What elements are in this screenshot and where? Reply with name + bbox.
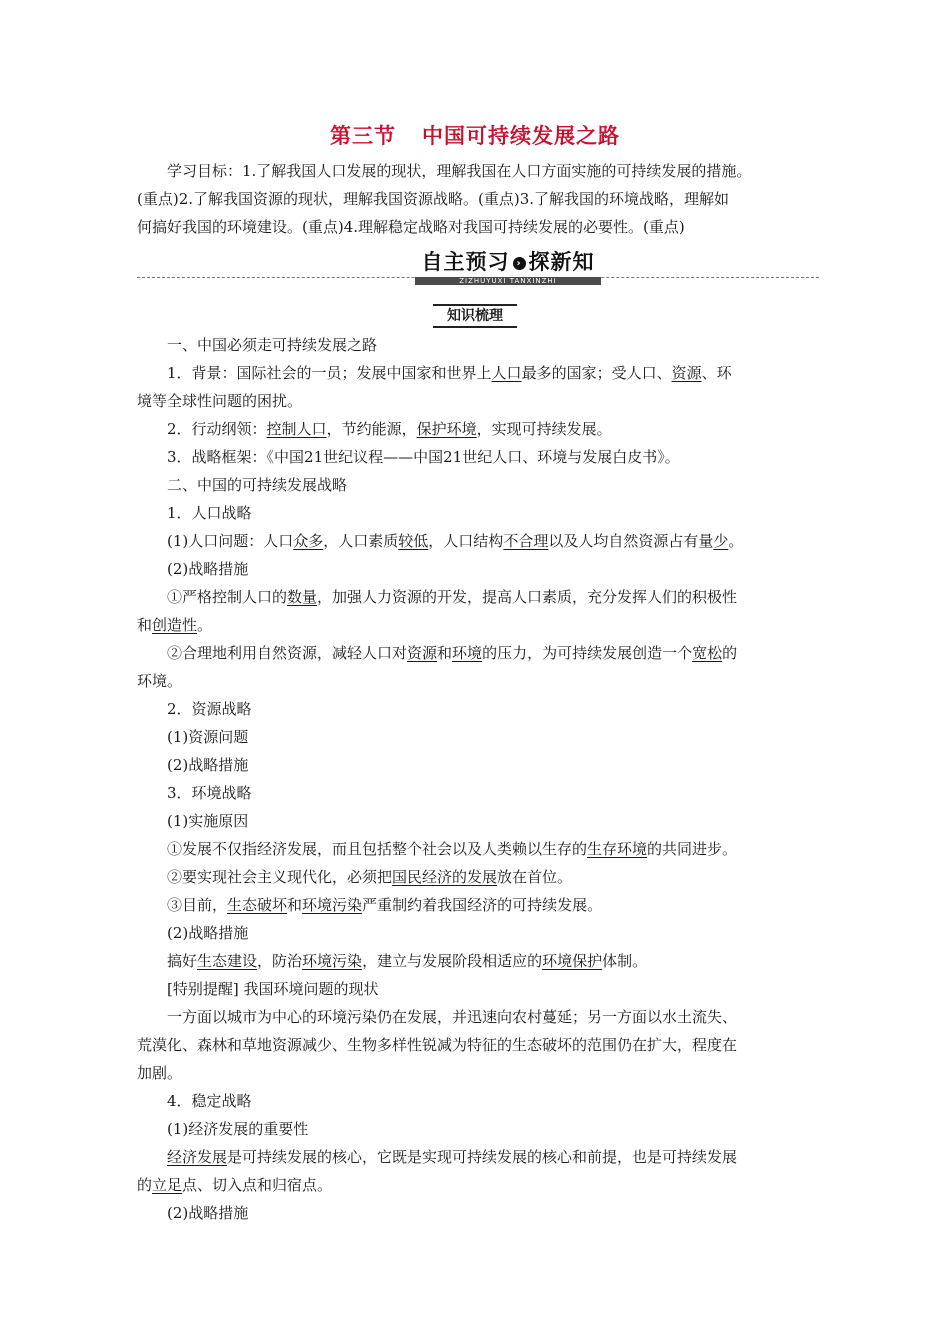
subheading: 1．人口战略 (167, 504, 252, 522)
paragraph: ①严格控制人口的数量，加强人力资源的开发，提高人口素质，充分发挥人们的积极性 (167, 588, 738, 606)
subheading: (2)战略措施 (167, 560, 249, 578)
subheading: 4．稳定战略 (167, 1092, 252, 1110)
paragraph: 的立足点、切入点和归宿点。 (137, 1176, 333, 1194)
arrow-right-icon: › (513, 257, 526, 270)
paragraph: 1．背景：国际社会的一员；发展中国家和世界上人口最多的国家；受人口、资源、环 (167, 364, 732, 382)
paragraph: 搞好生态建设，防治环境污染，建立与发展阶段相适应的环境保护体制。 (167, 952, 648, 970)
subheading: 2．资源战略 (167, 700, 252, 718)
title-text: 中国可持续发展之路 (422, 124, 620, 148)
objectives-line: 何搞好我国的环境建设。(重点)4.理解稳定战略对我国可持续发展的必要性。(重点) (137, 218, 685, 236)
subheading: (1)资源问题 (167, 728, 249, 746)
page-title (0, 120, 950, 150)
objectives-line: 学习目标：1.了解我国人口发展的现状，理解我国在人口方面实施的可持续发展的措施。 (167, 162, 752, 180)
paragraph: 荒漠化、森林和草地资源减少、生物多样性锐减为特征的生态破坏的范围仍在扩大，程度在 (137, 1036, 738, 1054)
paragraph: ③目前，生态破坏和环境污染严重制约着我国经济的可持续发展。 (167, 896, 603, 914)
paragraph: 2．行动纲领：控制人口，节约能源，保护环境，实现可持续发展。 (167, 420, 612, 438)
subheading: (1)实施原因 (167, 812, 249, 830)
paragraph: ②合理地利用自然资源，减轻人口对资源和环境的压力，为可持续发展创造一个宽松的 (167, 644, 738, 662)
paragraph: 加剧。 (137, 1064, 183, 1082)
special-note: [特别提醒] 我国环境问题的现状 (167, 980, 379, 998)
banner-right-text: 探新知 (528, 250, 595, 274)
subheading: (1)经济发展的重要性 (167, 1120, 309, 1138)
paragraph: 环境。 (137, 672, 183, 690)
banner-subtitle: ZIZHUYUXI TANXINZHI (415, 277, 601, 285)
subheading: (2)战略措施 (167, 1204, 249, 1222)
heading-1: 一、中国必须走可持续发展之路 (167, 336, 378, 354)
subheading: 3．环境战略 (167, 784, 252, 802)
heading-2: 二、中国的可持续发展战略 (167, 476, 348, 494)
subheading: (2)战略措施 (167, 756, 249, 774)
section-label-text: 知识梳理 (433, 304, 517, 328)
paragraph: 和创造性。 (137, 616, 213, 634)
paragraph: 一方面以城市为中心的环境污染仍在发展，并迅速向农村蔓延；另一方面以水土流失、 (167, 1008, 738, 1026)
paragraph: 境等全球性问题的困扰。 (137, 392, 303, 410)
objectives-line: (重点)2.了解我国资源的现状，理解我国资源战略。(重点)3.了解我国的环境战略，理解如 (137, 190, 730, 208)
subheading: (2)战略措施 (167, 924, 249, 942)
banner-left-text: 自主预习 (421, 250, 510, 274)
section-label (0, 304, 950, 328)
main-content (137, 331, 819, 1227)
paragraph: 3．战略框架：《中国21世纪议程——中国21世纪人口、环境与发展白皮书》。 (167, 448, 680, 466)
paragraph: (1)人口问题：人口众多，人口素质较低，人口结构不合理以及人均自然资源占有量少。 (167, 532, 744, 550)
learning-objectives (137, 157, 819, 241)
paragraph: ②要实现社会主义现代化，必须把国民经济的发展放在首位。 (167, 868, 573, 886)
section-banner (137, 245, 819, 285)
paragraph: 经济发展是可持续发展的核心，它既是实现可持续发展的核心和前提，也是可持续发展 (167, 1148, 738, 1166)
banner-heading (415, 249, 601, 277)
title-section-number: 第三节 (330, 124, 396, 148)
paragraph: ①发展不仅指经济发展，而且包括整个社会以及人类赖以生存的生存环境的共同进步。 (167, 840, 738, 858)
